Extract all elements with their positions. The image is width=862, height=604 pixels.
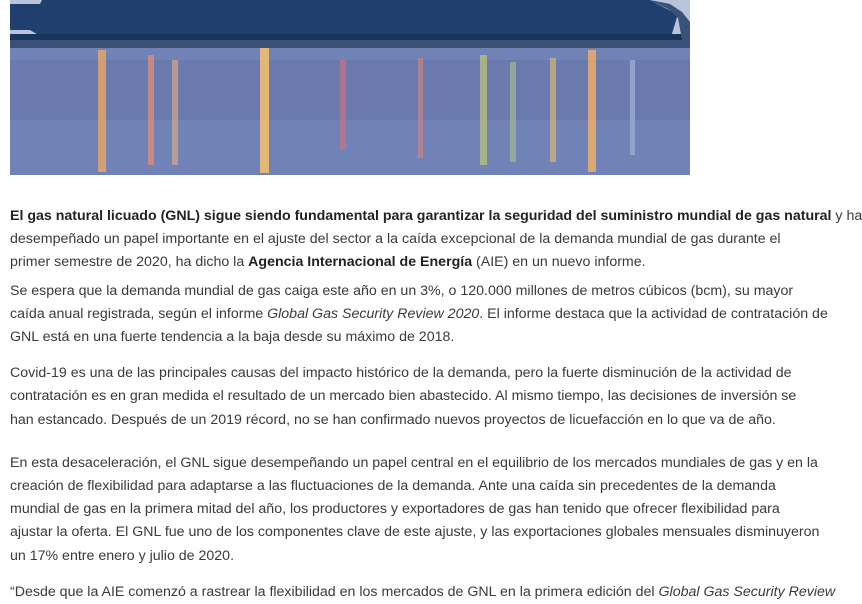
paragraph-4	[10, 452, 820, 568]
line: contratación es en gran medida el resultado de un mercado bien abastecido. Al mismo tiempo, las decisiones de inversión se	[10, 388, 797, 405]
line: ajustar la oferta. El GNL fue uno de los componentes clave de este ajuste, y las exportaciones globales mensuales disminuyeron	[10, 524, 820, 541]
report-title: Global Gas Security Review	[658, 583, 836, 600]
line: un 17% entre enero y julio de 2020.	[10, 547, 235, 564]
line: “Desde que la AIE comenzó a rastrear la flexibilidad en los mercados de GNL en la primera edición del Global Gas Security Review	[10, 583, 836, 600]
line: mundial de gas en la primera mitad del año, los productores y exportadores de gas han tenido que ofrecer flexibilidad para	[10, 501, 780, 518]
line: El gas natural licuado (GNL) sigue siendo fundamental para garantizar la seguridad del suministro mundial de gas natural y ha	[10, 208, 862, 224]
line: caída anual registrada, según el informe Global Gas Security Review 2020. El informe destaca que la actividad de contratación de	[10, 305, 828, 322]
paragraph-3	[10, 362, 810, 432]
line: En esta desaceleración, el GNL sigue desempeñando un papel central en el equilibrio de los mercados mundiales de gas y en la	[10, 454, 818, 471]
line: GNL está en una fuerte tendencia a la baja desde su máximo de 2018.	[10, 329, 455, 346]
agency-name: Agencia Internacional de Energía	[248, 254, 473, 271]
article-body	[10, 205, 862, 604]
hero-photo-lng-tanker	[10, 0, 690, 175]
paragraph-1	[10, 205, 862, 275]
lng-tanker-illustration	[10, 0, 690, 175]
line: Se espera que la demanda mundial de gas caiga este año en un 3%, o 120.000 millones de metros cúbicos (bcm), su mayor	[10, 282, 794, 299]
report-title: Global Gas Security Review 2020	[267, 305, 480, 322]
line: han estancado. Después de un 2019 récord, no se han confirmado nuevos proyectos de licuefacción en lo que va de año.	[10, 411, 776, 428]
line: creación de flexibilidad para adaptarse a las fluctuaciones de la demanda. Ante una caída sin precedentes de la demanda	[10, 478, 776, 495]
paragraph-2	[10, 280, 828, 350]
bold-intro: El gas natural licuado (GNL) sigue siendo fundamental para garantizar la seguridad del suministro mundial de gas natural	[10, 208, 832, 224]
line: Covid-19 es una de las principales causas del impacto histórico de la demanda, pero la fuerte disminución de la actividad de	[10, 365, 792, 382]
line: desempeñado un papel importante en el ajuste del sector a la caída excepcional de la demanda mundial de gas durante el	[10, 231, 781, 248]
line: primer semestre de 2020, ha dicho la Agencia Internacional de Energía (AIE) en un nuevo informe.	[10, 254, 646, 271]
paragraph-5	[10, 581, 836, 604]
